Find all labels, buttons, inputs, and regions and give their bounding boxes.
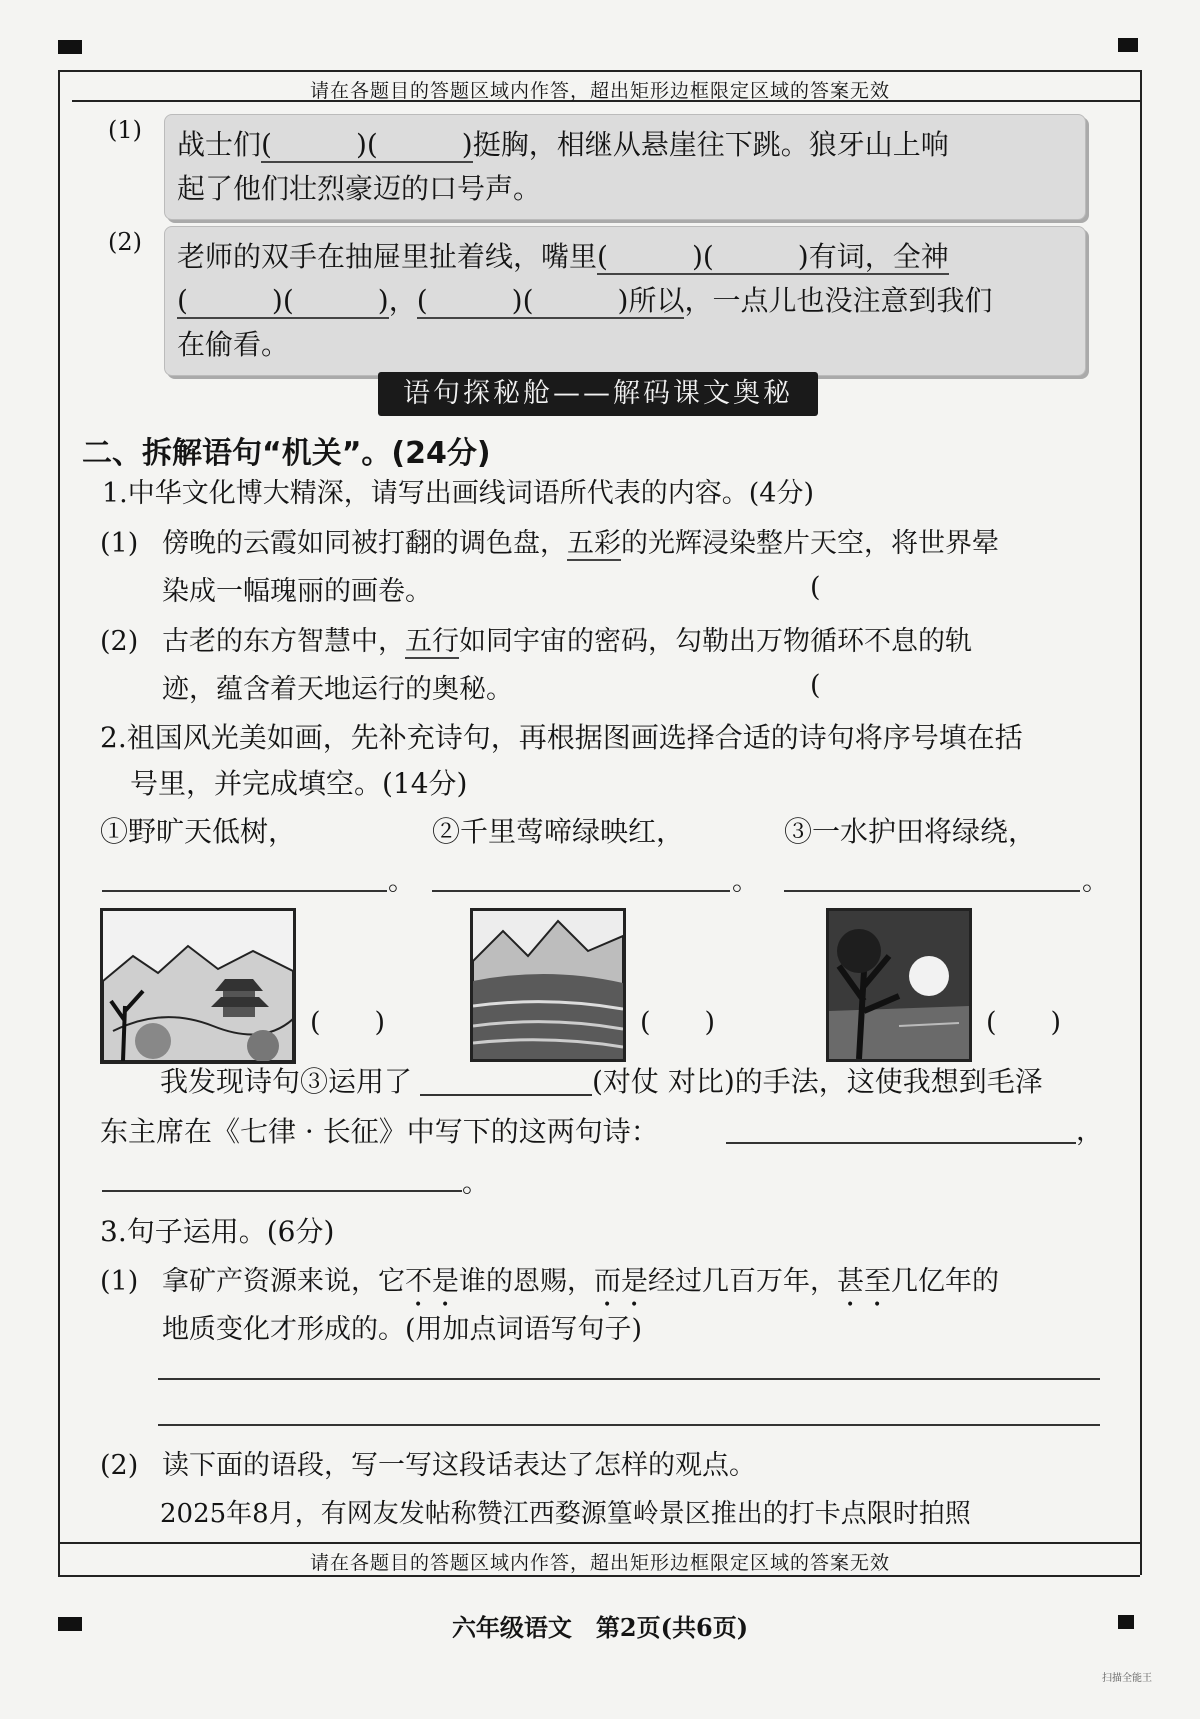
- s2q3-title: 3.句子运用。(6分): [100, 1215, 335, 1248]
- corner-mark-top-left: [58, 40, 82, 54]
- s2q1-item2-number: (2): [100, 626, 139, 657]
- picture-2-answer-paren[interactable]: ( ): [640, 1007, 716, 1038]
- q1-number: (1): [108, 116, 142, 144]
- page-footer: 六年级语文 第2页(共6页): [451, 1613, 749, 1642]
- frame-top-line: [58, 70, 1140, 72]
- pavilion-drawing: [103, 911, 293, 1061]
- s2q3-dotted-ershi: 而是: [594, 1266, 648, 1297]
- poem-2-period: 。: [732, 866, 759, 897]
- poem-3: ③一水护田将绿绕，: [784, 815, 1037, 848]
- poem-3-period: 。: [1082, 866, 1109, 897]
- moon-tree-drawing: [829, 911, 969, 1059]
- q1-text-b: 挺胸，相继从悬崖往下跳。狼牙山上响: [472, 128, 949, 161]
- picture-3-answer-paren[interactable]: ( ): [986, 1007, 1062, 1038]
- q1-shaded-box: [164, 114, 1086, 220]
- s2q1-item1-a: 傍晚的云霞如同被打翻的调色盘，: [162, 528, 567, 559]
- s2q1-item2-line2: 迹，蕴含着天地运行的奥秘。: [162, 674, 513, 705]
- s2q3-dotted-shenzhi: 甚至: [837, 1266, 891, 1297]
- q2-blank-b[interactable]: ( ): [702, 240, 809, 273]
- picture-1-answer-paren[interactable]: ( ): [310, 1007, 386, 1038]
- s2q1-item2-answer-paren[interactable]: (: [810, 670, 821, 701]
- q2-comma: ，: [388, 284, 417, 317]
- poem-2: ②千里莺啼绿映红，: [432, 815, 685, 848]
- s2q3-item1-a: 拿矿产资源来说，它: [162, 1266, 405, 1297]
- section2-title: 二、拆解语句“机关”。(24分): [82, 436, 491, 471]
- poem-1-answer-line[interactable]: [102, 890, 387, 892]
- picture-moon-tree: [826, 908, 972, 1062]
- poem-quote-answer-line-2[interactable]: [102, 1190, 462, 1192]
- s2q3-passage: 2025年8月，有网友发帖称赞江西婺源篁岭景区推出的打卡点限时拍照: [160, 1499, 971, 1529]
- q2-text-b: 有词，: [808, 240, 893, 273]
- q2-text-c: 全神: [892, 240, 949, 273]
- poem-3-answer-line[interactable]: [784, 890, 1080, 892]
- s2q3-item1-b: 谁的恩赐，: [459, 1266, 594, 1297]
- fill-end-period: 。: [462, 1168, 489, 1199]
- corner-mark-top-right: [1118, 38, 1138, 52]
- notice-bottom: 请在各题目的答题区域内作答，超出矩形边框限定区域的答案无效: [309, 1552, 890, 1574]
- q1-blank-b[interactable]: ( ): [366, 128, 473, 161]
- s2q3-item1-line2: 地质变化才形成的。(用加点词语写句子): [162, 1314, 643, 1345]
- q1-text-a: 战士们: [177, 128, 262, 161]
- q1-blank-a[interactable]: ( ): [261, 128, 367, 161]
- picture-mountain-fields: [470, 908, 626, 1062]
- q2-text-a: 老师的双手在抽屉里扯着线，嘴里: [177, 240, 598, 273]
- fill-line1-a: 我发现诗句③运用了: [160, 1065, 413, 1098]
- s2q1-item1-b: 的光辉浸染整片天空，将世界晕: [621, 528, 999, 559]
- s2q3-dotted-bushi: 不是: [405, 1266, 459, 1297]
- s2q1-title: 1.中华文化博大精深，请写出画线词语所代表的内容。(4分): [102, 478, 815, 509]
- q2-blank-d[interactable]: ( ): [282, 284, 389, 317]
- s2q1-item2-b: 如同宇宙的密码，勾勒出万物循环不息的轨: [459, 626, 972, 657]
- s2q1-item1-line2: 染成一幅瑰丽的画卷。: [162, 576, 432, 607]
- poem-1: ①野旷天低树，: [100, 815, 297, 848]
- s2q3-item1-e: 几亿年的: [891, 1266, 999, 1297]
- s2q3-item1-c: 经过几百万年，: [648, 1266, 837, 1297]
- s2q3-item1-line1: [162, 1262, 999, 1313]
- q2-shaded-box: [164, 226, 1086, 376]
- s2q2-title-line1: 2.祖国风光美如画，先补充诗句，再根据图画选择合适的诗句将序号填在括: [100, 721, 1023, 754]
- q1-text-line2: 起了他们壮烈豪迈的口号声。: [177, 172, 542, 205]
- s2q1-item2-a: 古老的东方智慧中，: [162, 626, 405, 657]
- s2q2-title-line2: 号里，并完成填空。(14分): [130, 767, 468, 800]
- section-banner: 语句探秘舱——解码课文奥秘: [378, 372, 818, 416]
- notice-top: 请在各题目的答题区域内作答，超出矩形边框限定区域的答案无效: [309, 80, 890, 102]
- s2q3-item2-number: (2): [100, 1450, 139, 1481]
- poem-1-period: 。: [388, 866, 415, 897]
- fill-line1-b: (对仗 对比)的手法，这使我想到毛泽: [592, 1065, 1043, 1098]
- poem-2-answer-line[interactable]: [432, 890, 730, 892]
- picture-pavilion-landscape: [100, 908, 296, 1064]
- scanner-watermark: 扫描全能王: [1102, 1673, 1152, 1684]
- fill-line2: 东主席在《七律 · 长征》中写下的这两句诗：: [100, 1115, 659, 1148]
- q2-number: (2): [108, 228, 142, 256]
- fill-line2-comma: ，: [1076, 1116, 1103, 1147]
- s2q3-item1-number: (1): [100, 1266, 139, 1297]
- s2q3-answer-line-2[interactable]: [158, 1424, 1100, 1426]
- s2q1-item1-number: (1): [100, 528, 139, 559]
- frame-bottom-line: [58, 1542, 1140, 1544]
- s2q3-item2-text: 读下面的语段，写一写这段话表达了怎样的观点。: [162, 1450, 756, 1481]
- q2-blank-c[interactable]: ( ): [177, 284, 283, 317]
- s2q1-item2-underlined: 五行: [405, 626, 459, 657]
- q2-text-suoyi: 所以: [628, 284, 685, 317]
- frame-bottom-line-inner: [58, 1575, 1140, 1577]
- s2q1-item1-answer-paren[interactable]: (: [810, 572, 821, 603]
- q2-blank-f[interactable]: ( ): [522, 284, 629, 317]
- technique-answer-line[interactable]: [420, 1094, 592, 1096]
- s2q1-item2-line1: [162, 622, 972, 662]
- q2-blank-a[interactable]: ( ): [597, 240, 703, 273]
- s2q1-item1-underlined: 五彩: [567, 528, 621, 559]
- q2-text-line2c: ，一点儿也没注意到我们: [684, 284, 993, 317]
- s2q3-answer-line-1[interactable]: [158, 1378, 1100, 1380]
- q2-text-line3: 在偷看。: [177, 328, 290, 361]
- q2-blank-e[interactable]: ( ): [416, 284, 523, 317]
- poem-quote-answer-line-1[interactable]: [726, 1142, 1076, 1144]
- mountain-fields-drawing: [473, 911, 623, 1059]
- s2q1-item1-line1: [162, 524, 999, 564]
